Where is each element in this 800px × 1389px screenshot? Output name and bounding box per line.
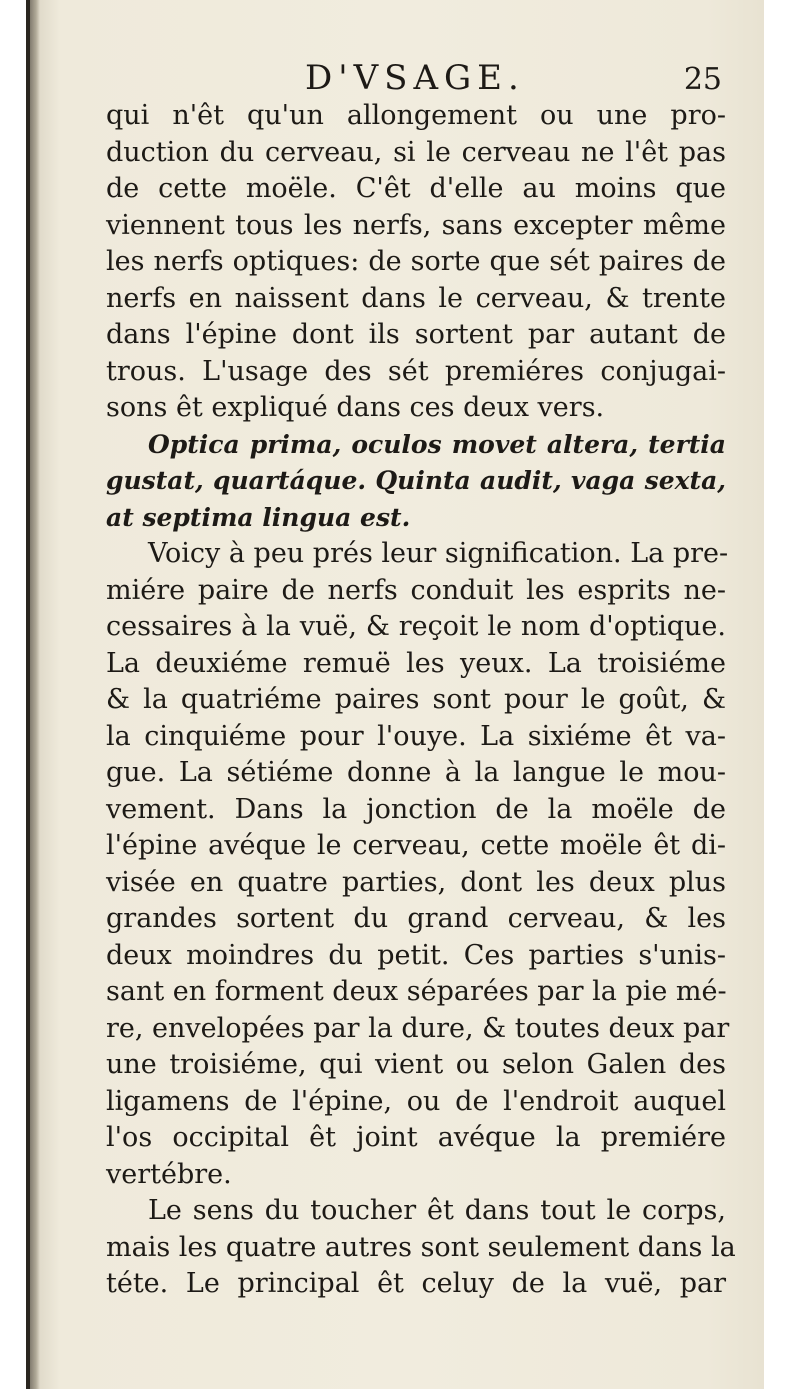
text-line: une troisiéme, qui vient ou selon Galen des [106,1049,726,1080]
text-line: La deuxiéme remuë les yeux. La troisiéme [106,647,726,679]
text-line: téte. Le principal êt celuy de la vuë, par [106,1268,726,1299]
text-line: dans l'épine dont ils sortent par autant de [106,319,726,350]
text-line: ligamens de l'épine, ou de l'endroit auquel [106,1085,726,1117]
text-line: mais les quatre autres sont seulement dans la [106,1231,736,1263]
text-line: & la quatriéme paires sont pour le goût, & [106,684,726,715]
text-line: nerfs en naissent dans le cerveau, & trente [106,282,726,314]
text-line: vement. Dans la jonction de la moële de [106,793,726,825]
text-line: viennent tous les nerfs, sans excepter même [106,209,726,241]
text-line: de cette moële. C'êt d'elle au moins que [106,173,726,204]
text-line: deux moindres du petit. Ces parties s'unis- [106,939,726,971]
text-line: vertébre. [106,1158,232,1190]
text-line: trous. L'usage des sét premiéres conjugai- [106,355,726,387]
text-line: Optica prima, oculos movet altera, tertia [148,429,726,459]
text-line: les nerfs optiques: de sorte que sét paires de [106,246,726,277]
text-line: gue. La sétiéme donne à la langue le mou- [106,757,726,788]
text-line: sons êt expliqué dans ces deux vers. [106,392,605,423]
page-number: 25 [683,62,722,97]
text-line: grandes sortent du grand cerveau, & les [106,903,726,934]
text-line: miére paire de nerfs conduit les esprits ne- [106,574,726,606]
text-line: gustat, quartáque. Quinta audit, vaga sexta, [106,466,726,495]
page-edge [764,0,782,1389]
body-text [106,98,736,1303]
text-line: qui n'êt qu'un allongement ou une pro- [106,100,726,131]
text-line: at septima lingua est. [106,502,411,532]
text-line: re, envelopées par la dure, & toutes deux par [106,1012,730,1044]
text-line: sant en forment deux séparées par la pie mé- [106,976,727,1007]
running-head: D'VSAGE. [305,58,525,98]
text-line: visée en quatre parties, dont les deux plus [106,866,726,898]
text-line: Le sens du toucher êt dans tout le corps, [148,1195,726,1226]
book-page [30,0,782,1389]
text-line: l'épine avéque le cerveau, cette moële êt di- [106,830,726,861]
text-line: la cinquiéme pour l'ouye. La sixiéme êt va- [106,720,726,752]
text-line: l'os occipital êt joint avéque la premiére [106,1122,726,1153]
text-line: Voicy à peu prés leur signification. La pre- [148,538,729,569]
text-line: duction du cerveau, si le cerveau ne l'êt pas [106,136,726,168]
text-line: cessaires à la vuë, & reçoit le nom d'optique. [106,611,726,642]
page-header [30,58,782,98]
